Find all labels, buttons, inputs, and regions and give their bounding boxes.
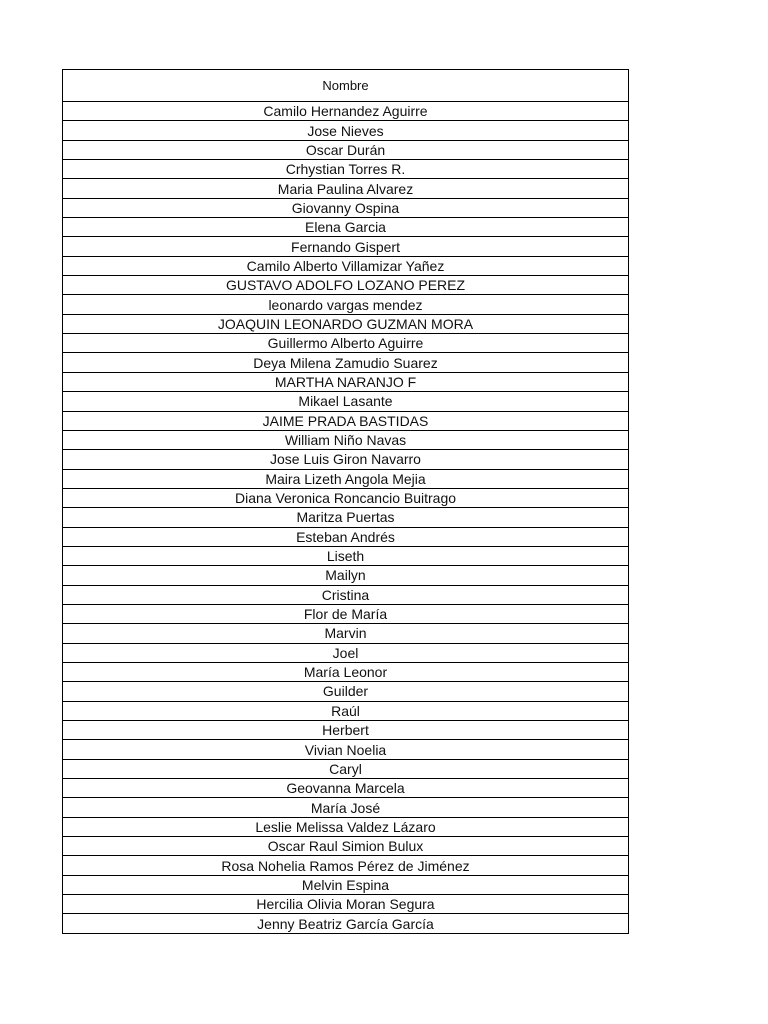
name-cell: María José bbox=[63, 798, 629, 817]
table-row bbox=[63, 701, 629, 720]
table-row bbox=[63, 740, 629, 759]
name-cell: Jose Luis Giron Navarro bbox=[63, 450, 629, 469]
name-cell: Maira Lizeth Angola Mejia bbox=[63, 469, 629, 488]
table-row bbox=[63, 759, 629, 778]
names-sheet bbox=[62, 69, 629, 934]
table-row bbox=[63, 817, 629, 836]
name-cell: Vivian Noelia bbox=[63, 740, 629, 759]
table-row bbox=[63, 488, 629, 507]
table-row bbox=[63, 469, 629, 488]
table-row bbox=[63, 334, 629, 353]
table-row bbox=[63, 662, 629, 681]
name-cell: Cristina bbox=[63, 585, 629, 604]
name-cell: Flor de María bbox=[63, 604, 629, 623]
table-row bbox=[63, 256, 629, 275]
name-cell: Esteban Andrés bbox=[63, 527, 629, 546]
name-cell: María Leonor bbox=[63, 662, 629, 681]
table-row bbox=[63, 276, 629, 295]
name-cell: Deya Milena Zamudio Suarez bbox=[63, 353, 629, 372]
table-row bbox=[63, 798, 629, 817]
table-row bbox=[63, 837, 629, 856]
name-cell: Fernando Gispert bbox=[63, 237, 629, 256]
name-cell: Melvin Espina bbox=[63, 875, 629, 894]
name-cell: JOAQUIN LEONARDO GUZMAN MORA bbox=[63, 314, 629, 333]
name-cell: Caryl bbox=[63, 759, 629, 778]
table-row bbox=[63, 430, 629, 449]
name-cell: leonardo vargas mendez bbox=[63, 295, 629, 314]
table-row bbox=[63, 585, 629, 604]
name-cell: Oscar Raul Simion Bulux bbox=[63, 837, 629, 856]
table-row bbox=[63, 140, 629, 159]
table-row bbox=[63, 372, 629, 391]
table-row bbox=[63, 546, 629, 565]
table-row bbox=[63, 527, 629, 546]
table-row bbox=[63, 237, 629, 256]
name-cell: Camilo Hernandez Aguirre bbox=[63, 102, 629, 121]
name-cell: Guilder bbox=[63, 682, 629, 701]
name-cell: JAIME PRADA BASTIDAS bbox=[63, 411, 629, 430]
table-row bbox=[63, 198, 629, 217]
table-row bbox=[63, 295, 629, 314]
table-row bbox=[63, 624, 629, 643]
name-cell: Mailyn bbox=[63, 566, 629, 585]
table-row bbox=[63, 102, 629, 121]
table-row bbox=[63, 779, 629, 798]
table-row bbox=[63, 450, 629, 469]
table-row bbox=[63, 179, 629, 198]
name-cell: Oscar Durán bbox=[63, 140, 629, 159]
table-row bbox=[63, 411, 629, 430]
name-cell: Raúl bbox=[63, 701, 629, 720]
name-cell: MARTHA NARANJO F bbox=[63, 372, 629, 391]
table-row bbox=[63, 160, 629, 179]
name-cell: Liseth bbox=[63, 546, 629, 565]
table-row bbox=[63, 353, 629, 372]
table-row bbox=[63, 682, 629, 701]
table-row bbox=[63, 121, 629, 140]
name-cell: Marvin bbox=[63, 624, 629, 643]
table-row bbox=[63, 508, 629, 527]
name-cell: Rosa Nohelia Ramos Pérez de Jiménez bbox=[63, 856, 629, 875]
table-row bbox=[63, 392, 629, 411]
name-cell: Jenny Beatriz García García bbox=[63, 914, 629, 933]
name-cell: Giovanny Ospina bbox=[63, 198, 629, 217]
name-cell: Geovanna Marcela bbox=[63, 779, 629, 798]
table-row bbox=[63, 314, 629, 333]
name-cell: Maritza Puertas bbox=[63, 508, 629, 527]
table-row bbox=[63, 721, 629, 740]
name-cell: Camilo Alberto Villamizar Yañez bbox=[63, 256, 629, 275]
name-cell: Crhystian Torres R. bbox=[63, 160, 629, 179]
name-cell: Diana Veronica Roncancio Buitrago bbox=[63, 488, 629, 507]
table-row bbox=[63, 566, 629, 585]
name-cell: Maria Paulina Alvarez bbox=[63, 179, 629, 198]
name-cell: Joel bbox=[63, 643, 629, 662]
table-row bbox=[63, 895, 629, 914]
header-row bbox=[63, 70, 629, 102]
name-cell: Hercilia Olivia Moran Segura bbox=[63, 895, 629, 914]
name-cell: Leslie Melissa Valdez Lázaro bbox=[63, 817, 629, 836]
table-row bbox=[63, 856, 629, 875]
name-cell: William Niño Navas bbox=[63, 430, 629, 449]
name-cell: Elena Garcia bbox=[63, 218, 629, 237]
table-row bbox=[63, 875, 629, 894]
table-row bbox=[63, 218, 629, 237]
table-row bbox=[63, 914, 629, 933]
name-cell: Guillermo Alberto Aguirre bbox=[63, 334, 629, 353]
names-table-body bbox=[63, 102, 629, 934]
name-cell: Herbert bbox=[63, 721, 629, 740]
column-header-nombre: Nombre bbox=[63, 70, 629, 102]
table-row bbox=[63, 604, 629, 623]
name-cell: Mikael Lasante bbox=[63, 392, 629, 411]
names-table bbox=[62, 69, 629, 934]
table-row bbox=[63, 643, 629, 662]
name-cell: Jose Nieves bbox=[63, 121, 629, 140]
name-cell: GUSTAVO ADOLFO LOZANO PEREZ bbox=[63, 276, 629, 295]
